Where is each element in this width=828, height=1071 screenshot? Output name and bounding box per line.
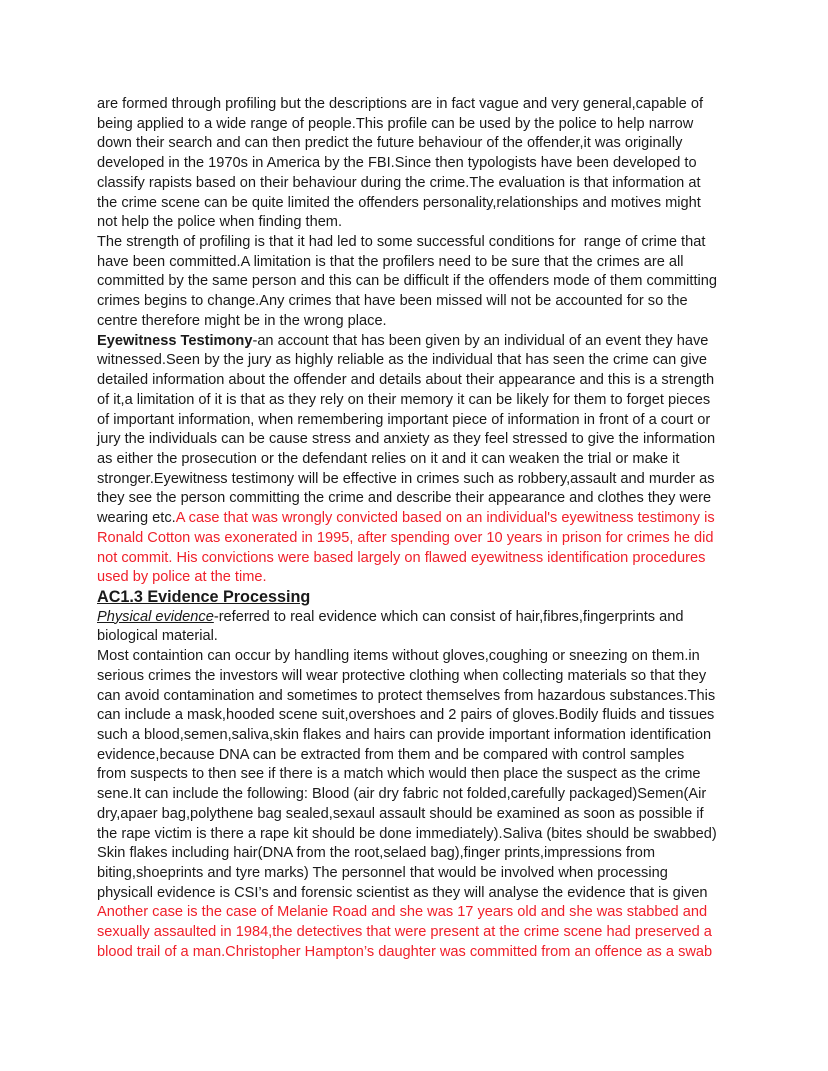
body-text: can include a mask,hooded scene suit,overshoes and 2 pairs of gloves.Bodily fluids and tissues xyxy=(97,707,715,724)
body-text: developed in the 1970s in America by the FBI.Since then typologists have been developed to xyxy=(97,155,697,172)
body-text: can avoid contamination and sometimes to protect themselves from hazardous substances.This xyxy=(97,687,716,704)
body-text: -referred to real evidence which can consist of hair,fibres,fingerprints and xyxy=(213,608,684,625)
text-line xyxy=(97,95,747,115)
text-line xyxy=(97,450,747,470)
document-body xyxy=(97,95,747,963)
body-text: -an account that has been given by an individual of an event they have xyxy=(252,332,709,349)
section-heading: AC1.3 Evidence Processing xyxy=(97,587,311,606)
text-line xyxy=(97,923,747,943)
text-line xyxy=(97,351,747,371)
text-line xyxy=(97,588,747,608)
text-line xyxy=(97,430,747,450)
body-text: of it,a limitation of it is that as they rely on their memory it can be likely for them to forget pieces xyxy=(97,391,711,408)
body-text: jury the individuals can be cause stress and anxiety as they feel stressed to give the information xyxy=(97,431,716,448)
text-line xyxy=(97,746,747,766)
body-text: of important information, when remembering important piece of information in front of a court or xyxy=(97,411,711,428)
text-line xyxy=(97,667,747,687)
text-line xyxy=(97,706,747,726)
body-text: biting,shoeprints and tyre marks) The personnel that would be involved when processing xyxy=(97,865,668,882)
body-text: witnessed.Seen by the jury as highly reliable as the individual that has seen the crime can give xyxy=(97,352,708,369)
case-example-text: sexually assaulted in 1984,the detectives that were present at the crime scene had preserved a xyxy=(97,924,712,941)
body-text: Most containtion can occur by handling items without gloves,coughing or sneezing on them.in xyxy=(97,648,700,665)
text-line xyxy=(97,194,747,214)
body-text: The strength of profiling is that it had led to some successful conditions for range of crime that xyxy=(97,234,706,251)
case-example-text: blood trail of a man.Christopher Hampton’s daughter was committed from an offence as a swab xyxy=(97,943,713,960)
body-text: physicall evidence is CSI’s and forensic scientist as they will analyse the evidence that is given xyxy=(97,884,708,901)
body-text: sene.It can include the following: Blood (air dry fabric not folded,carefully packaged)Semen(Air xyxy=(97,786,707,803)
text-line xyxy=(97,825,747,845)
text-line xyxy=(97,765,747,785)
text-line xyxy=(97,312,747,332)
body-text: classify rapists based on their behaviour during the crime.The evaluation is that information at xyxy=(97,174,701,191)
case-example-text: not commit. His convictions were based largely on flawed eyewitness identification procedures xyxy=(97,549,706,566)
text-line xyxy=(97,233,747,253)
text-line xyxy=(97,687,747,707)
text-line xyxy=(97,134,747,154)
text-line xyxy=(97,411,747,431)
body-text: biological material. xyxy=(97,628,218,645)
body-text: as either the prosecution or the defendant relies on it and it can weaken the trial or make it xyxy=(97,450,680,467)
text-line xyxy=(97,608,747,628)
body-text: detailed information about the offender and details about their appearance and this is a strength xyxy=(97,372,715,389)
case-example-text: A case that was wrongly convicted based on an individual's eyewitness testimony is xyxy=(175,510,715,527)
text-line xyxy=(97,470,747,490)
case-example-text: Ronald Cotton was exonerated in 1995, after spending over 10 years in prison for crimes he did xyxy=(97,529,714,546)
text-line xyxy=(97,627,747,647)
text-line xyxy=(97,371,747,391)
text-line xyxy=(97,115,747,135)
text-line xyxy=(97,253,747,273)
body-text: have been committed.A limitation is that the profilers need to be sure that the crimes are all xyxy=(97,253,684,270)
text-line xyxy=(97,568,747,588)
text-line xyxy=(97,292,747,312)
text-line xyxy=(97,391,747,411)
text-line xyxy=(97,903,747,923)
text-line xyxy=(97,213,747,233)
text-line xyxy=(97,154,747,174)
body-text: they see the person committing the crime and describe their appearance and clothes they were xyxy=(97,490,712,507)
text-line xyxy=(97,884,747,904)
text-line xyxy=(97,844,747,864)
term-label: Physical evidence xyxy=(97,608,214,625)
text-line xyxy=(97,805,747,825)
body-text: serious crimes the investors will wear protective clothing when collecting materials so that they xyxy=(97,667,707,684)
body-text: such a blood,semen,saliva,skin flakes and hairs can provide important information identification xyxy=(97,727,712,743)
term-label: Eyewitness Testimony xyxy=(97,332,253,349)
text-line xyxy=(97,726,747,746)
text-line xyxy=(97,943,747,963)
body-text: the crime scene can be quite limited the offenders personality,relationships and motives might xyxy=(97,194,701,211)
body-text: dry,apaer bag,polythene bag sealed,sexaul assault should be examined as soon as possible if xyxy=(97,805,704,822)
text-line xyxy=(97,529,747,549)
case-example-text: Another case is the case of Melanie Road and she was 17 years old and she was stabbed and xyxy=(97,904,708,921)
text-line xyxy=(97,785,747,805)
text-line xyxy=(97,549,747,569)
body-text: down their search and can then predict the future behaviour of the offender,it was originally xyxy=(97,135,683,152)
body-text: crimes begins to change.Any crimes that have been missed will not be accounted for so the xyxy=(97,293,688,310)
text-line xyxy=(97,272,747,292)
text-line xyxy=(97,332,747,352)
text-line xyxy=(97,509,747,529)
body-text: are formed through profiling but the descriptions are in fact vague and very general,capable of xyxy=(97,96,704,112)
text-line xyxy=(97,647,747,667)
text-line xyxy=(97,864,747,884)
body-text: stronger.Eyewitness testimony will be effective in crimes such as robbery,assault and murder as xyxy=(97,470,715,487)
case-example-text: used by police at the time. xyxy=(97,569,267,586)
body-text: being applied to a wide range of people.This profile can be used by the police to help narrow xyxy=(97,115,694,132)
body-text: the rape victim is there a rape kit should be done immediately).Saliva (bites should be swabbed) xyxy=(97,825,717,842)
body-text: wearing etc. xyxy=(97,510,176,527)
body-text: from suspects to then see if there is a match which would then place the suspect as the crime xyxy=(97,766,701,783)
body-text: committed by the same person and this can be difficult if the offenders mode of them committing xyxy=(97,273,718,290)
text-line xyxy=(97,174,747,194)
text-line xyxy=(97,489,747,509)
body-text: centre therefore might be in the wrong place. xyxy=(97,312,387,329)
body-text: not help the police when finding them. xyxy=(97,214,343,231)
body-text: Skin flakes including hair(DNA from the root,selaed bag),finger prints,impressions from xyxy=(97,845,656,862)
body-text: evidence,because DNA can be extracted from them and be compared with control samples xyxy=(97,746,685,763)
